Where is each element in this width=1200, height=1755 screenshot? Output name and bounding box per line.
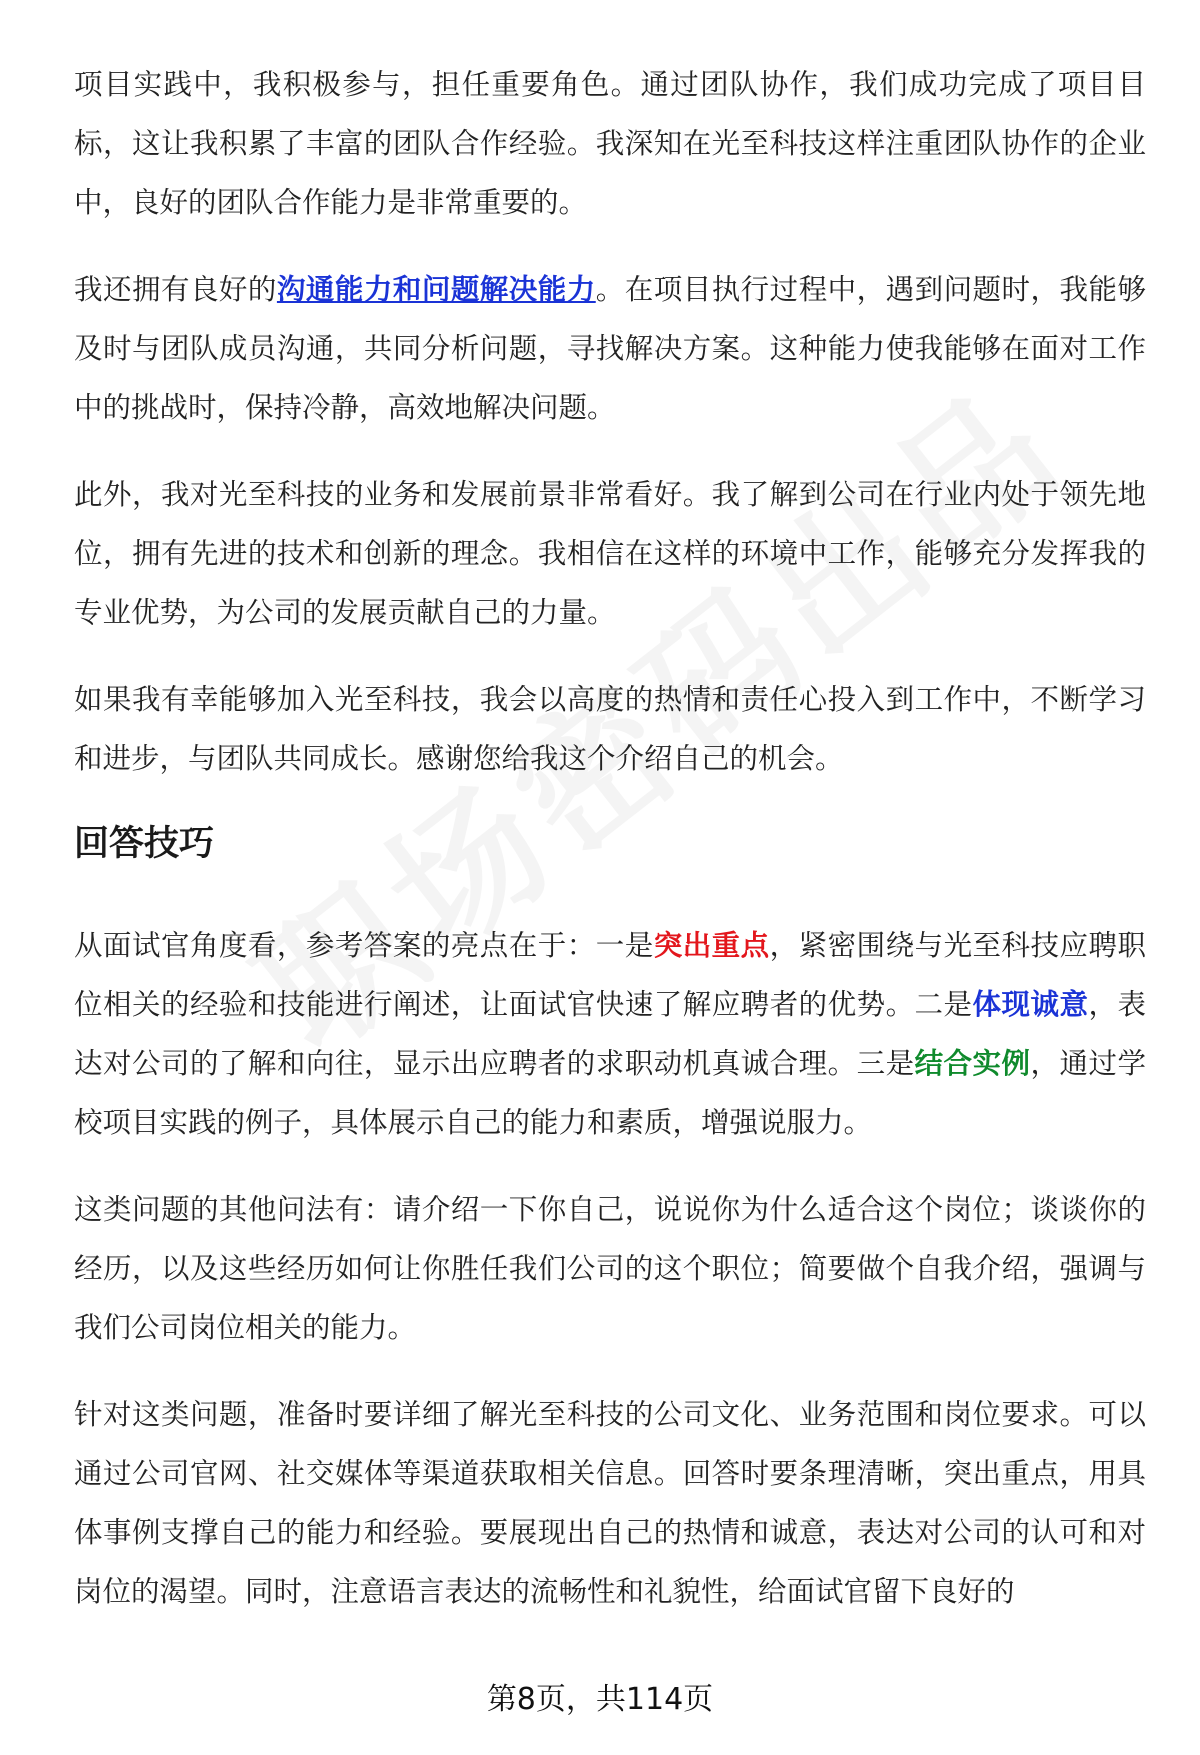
section-heading: 回答技巧	[74, 824, 215, 864]
paragraph-text: 。在项目执行过程中，遇到问题时，我能够及时与团队成员沟通，共同分析问题，寻找解决方案。这种能力使我能够在面对工作中的挑战时，保持冷静，高效地解决问题。	[74, 273, 1146, 424]
paragraph-text: 从面试官角度看，参考答案的亮点在于：一是	[74, 929, 654, 962]
paragraph: 如果我有幸能够加入光至科技，我会以高度的热情和责任心投入到工作中，不断学习和进步，与团队共同成长。感谢您给我这个介绍自己的机会。	[74, 683, 1146, 775]
paragraph-text: 我还拥有良好的	[74, 273, 277, 306]
paragraph: 这类问题的其他问法有：请介绍一下你自己，说说你为什么适合这个岗位；谈谈你的经历，以及这些经历如何让你胜任我们公司的这个职位；简要做个自我介绍，强调与我们公司岗位相关的能力。	[74, 1193, 1146, 1344]
paragraph-text: ，表达对公司的了解和向往，显示出应聘者的求职动机真诚合理。三是	[74, 988, 1146, 1080]
highlight-green: 结合实例	[914, 1047, 1031, 1080]
highlight-red: 突出重点	[653, 929, 770, 962]
paragraph-text: ，紧密围绕与光至科技应聘职位相关的经验和技能进行阐述，让面试官快速了解应聘者的优势。二是	[74, 929, 1146, 1021]
paragraph	[74, 916, 1146, 1152]
paragraph: 此外，我对光至科技的业务和发展前景非常看好。我了解到公司在行业内处于领先地位，拥有先进的技术和创新的理念。我相信在这样的环境中工作，能够充分发挥我的专业优势，为公司的发展贡献自己的力量。	[74, 478, 1146, 629]
page-number-footer: 第8页，共114页	[486, 1682, 714, 1717]
paragraph: 针对这类问题，准备时要详细了解光至科技的公司文化、业务范围和岗位要求。可以通过公司官网、社交媒体等渠道获取相关信息。回答时要条理清晰，突出重点，用具体事例支撑自己的能力和经验。要展现出自己的热情和诚意，表达对公司的认可和对岗位的渴望。同时，注意语言表达的流畅性和礼貌性，给面试官留下良好的	[74, 1398, 1146, 1608]
paragraph: 项目实践中，我积极参与，担任重要角色。通过团队协作，我们成功完成了项目目标，这让我积累了丰富的团队合作经验。我深知在光至科技这样注重团队协作的企业中，良好的团队合作能力是非常重要的。	[74, 68, 1146, 219]
paragraph	[74, 260, 1146, 437]
paragraph-text: ，通过学校项目实践的例子，具体展示自己的能力和素质，增强说服力。	[74, 1047, 1146, 1139]
highlight-link-communication[interactable]: 沟通能力和问题解决能力	[276, 273, 596, 306]
document-body	[74, 55, 1146, 1649]
highlight-blue: 体现诚意	[972, 988, 1089, 1021]
